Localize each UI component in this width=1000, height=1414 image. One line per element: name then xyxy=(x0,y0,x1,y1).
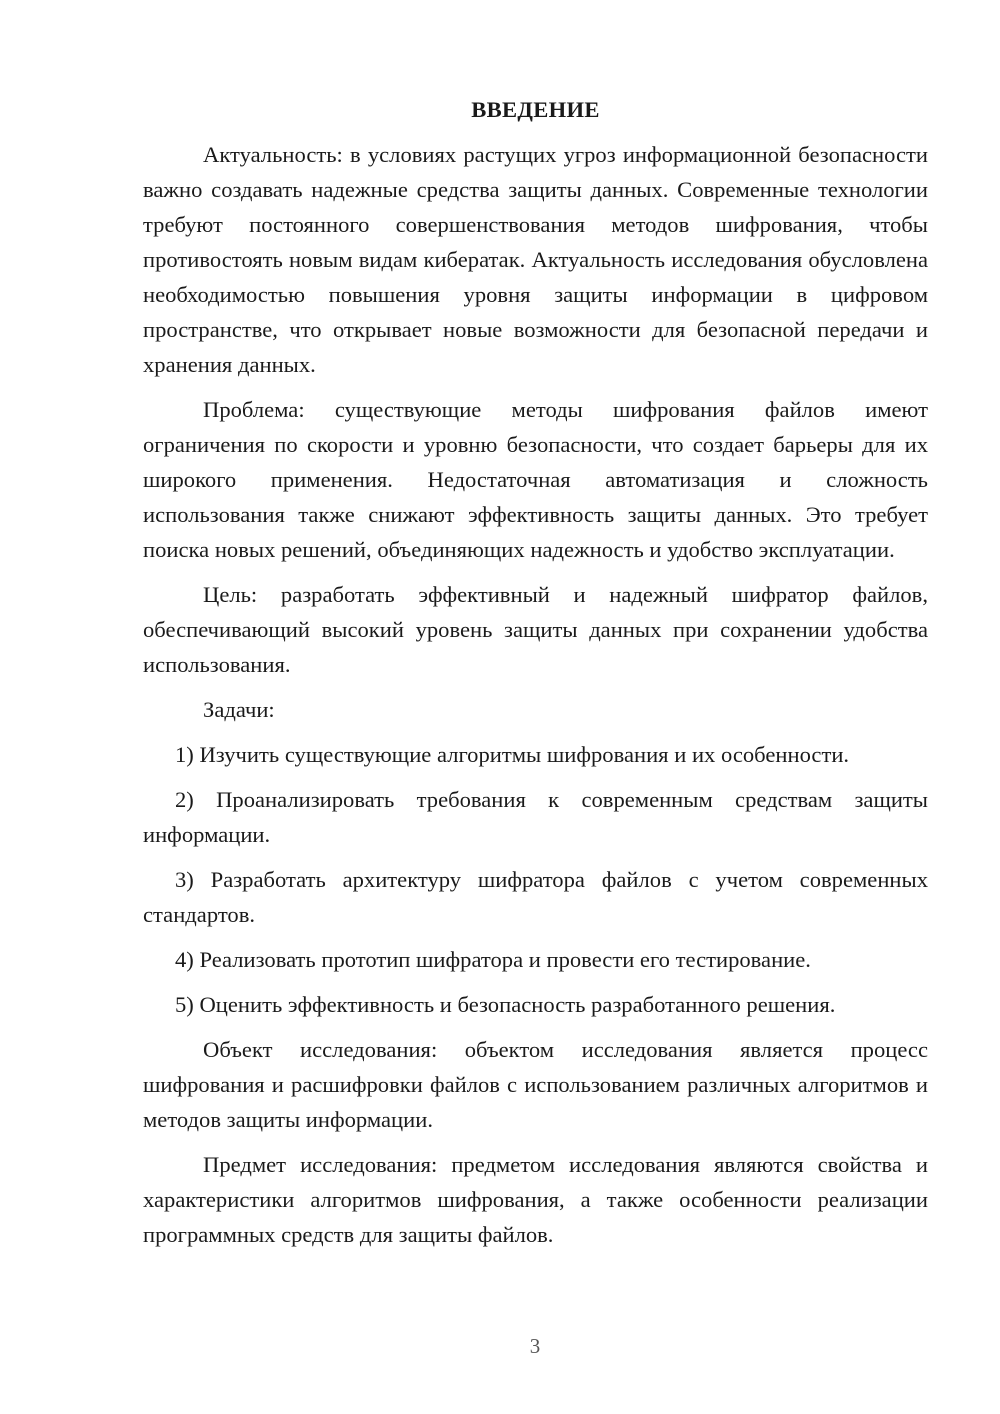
tasks-heading: Задачи: xyxy=(203,697,275,722)
paragraph-problem: Проблема: существующие методы шифрования файлов имеют ограничения по скорости и уровню безопасности, что создает барьеры для их широкого применения. Недостаточная автоматизация и сложность использования также снижают эффективность защиты данных. Это требует поиска новых решений, объединяющих надежность и удобство эксплуатации. xyxy=(143,397,928,562)
paragraph-object: Объект исследования: объектом исследования является процесс шифрования и расшифровки файлов с использованием различных алгоритмов и методов защиты информации. xyxy=(143,1037,928,1132)
task-item: 5) Оценить эффективность и безопасность разработанного решения. xyxy=(175,992,836,1017)
paragraph-goal: Цель: разработать эффективный и надежный шифратор файлов, обеспечивающий высокий уровень защиты данных при сохранении удобства использования. xyxy=(143,582,928,677)
page-number: 3 xyxy=(529,1334,541,1358)
paragraph-relevance: Актуальность: в условиях растущих угроз информационной безопасности важно создавать надежные средства защиты данных. Современные технологии требуют постоянного совершенствования методов шифрования, чтобы противостоять новым видам кибератак. Актуальность исследования обусловлена необходимостью повышения уровня защиты информации в цифровом пространстве, что открывает новые возможности для безопасной передачи и хранения данных. xyxy=(143,142,928,377)
page-content xyxy=(143,92,928,1262)
task-item: 4) Реализовать прототип шифратора и провести его тестирование. xyxy=(175,947,811,972)
task-item: 3) Разработать архитектуру шифратора файлов с учетом современных стандартов. xyxy=(143,867,928,927)
task-item: 2) Проанализировать требования к современным средствам защиты информации. xyxy=(143,787,928,847)
task-item: 1) Изучить существующие алгоритмы шифрования и их особенности. xyxy=(175,742,850,767)
paragraph-subject: Предмет исследования: предметом исследования являются свойства и характеристики алгоритмов шифрования, а также особенности реализации программных средств для защиты файлов. xyxy=(143,1152,928,1247)
page-title: ВВЕДЕНИЕ xyxy=(471,97,600,122)
